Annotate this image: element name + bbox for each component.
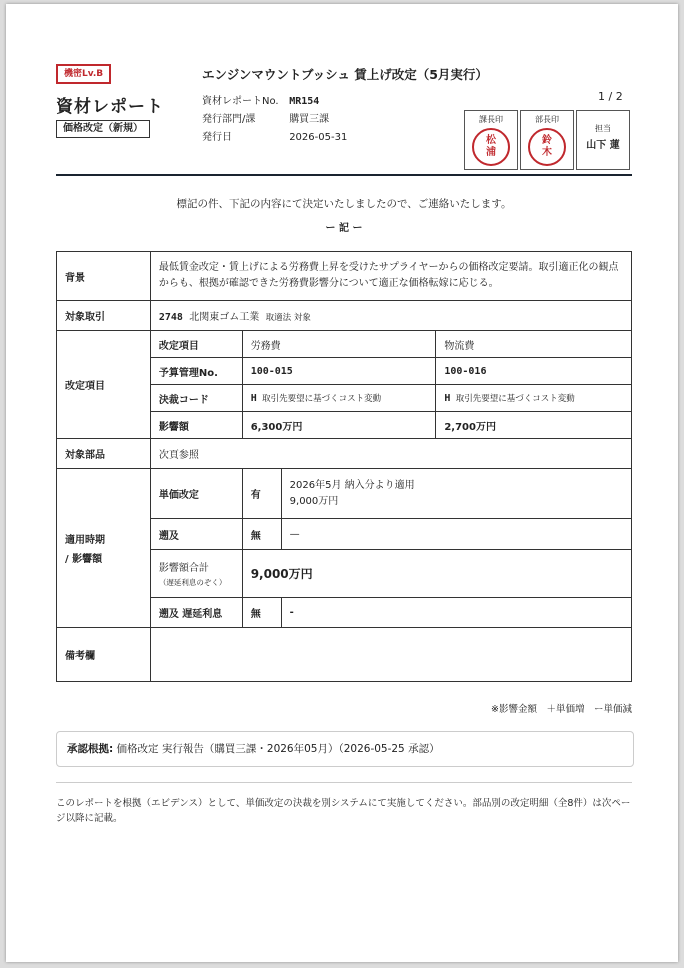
sub-label: 影響額合計 [158, 563, 209, 574]
code-letter: H [250, 393, 257, 404]
sub-label: 改定項目 [150, 331, 242, 358]
remarks-value [150, 628, 631, 682]
meta-label: 発行日 [202, 132, 232, 143]
impact-note: ※影響金額 ＋単価増 ー単価減 [491, 704, 632, 715]
total-label-cell [150, 550, 242, 598]
meta-issue-date [202, 128, 347, 143]
row-header [57, 469, 151, 628]
meta-value: 購買三課 [289, 114, 330, 125]
header-divider [56, 174, 632, 176]
meta-report-no [202, 92, 319, 107]
ki-heading: ー 記 ー [325, 223, 363, 234]
supplier-note: 取適法 対象 [265, 313, 311, 323]
sub-label: 決裁コード [150, 385, 242, 412]
stamp-label: 部長印 [535, 115, 559, 124]
impact-a: 6,300万円 [242, 412, 436, 439]
apply-from: 2026年5月 納入分より適用 [289, 479, 415, 491]
table-row [57, 252, 632, 301]
sub-note: （遅延利息のぞく） [158, 578, 227, 587]
flag-cell: 有 [242, 469, 281, 519]
seal-char: 木 [542, 147, 552, 158]
report-type-badge: 価格改定（新規） [56, 120, 150, 138]
budget-no-a: 100-015 [242, 358, 436, 385]
seal-icon [528, 128, 566, 166]
seal-icon [472, 128, 510, 166]
seal-char: 浦 [486, 147, 496, 158]
total-impact-value: 9,000万円 [242, 550, 631, 598]
stamp-label: 課長印 [479, 115, 503, 124]
seal-char: 松 [486, 135, 496, 146]
timing-label-2: / 影響額 [65, 554, 103, 565]
meta-value: MR154 [289, 96, 320, 107]
approval-basis-box [56, 731, 634, 767]
approval-text: 価格改定 実行報告（購買三課・2026年05月）（2026-05-25 承認） [116, 743, 440, 755]
table-row [57, 628, 632, 682]
report-title: 資材レポート [56, 97, 164, 117]
code-text: 取引先要望に基づくコスト変動 [262, 394, 382, 404]
target-trade-cell [150, 301, 631, 331]
table-row [57, 331, 632, 358]
meta-value: 2026-05-31 [289, 132, 348, 143]
row-header: 対象部品 [57, 439, 151, 469]
unit-price-detail [281, 469, 631, 519]
retro-value: — [281, 519, 631, 550]
approval-code-a [242, 385, 436, 412]
report-subject: エンジンマウントブッシュ 賃上げ改定（5月実行） [202, 67, 488, 82]
retro-interest-value: - [281, 598, 631, 628]
budget-no-b: 100-016 [436, 358, 632, 385]
dept-manager-stamp-box [520, 110, 574, 170]
table-row [57, 301, 632, 331]
footer-text: このレポートを根拠（エビデンス）として、単価改定の決裁を別システムにて実施してください。部品別の改定明細（全8件）は次ページ以降に記載。 [56, 798, 631, 824]
sub-label: 遡及 [150, 519, 242, 550]
approval-label: 承認根拠: [67, 743, 114, 755]
supplier-code: 2748 [158, 312, 183, 323]
seal-char: 鈴 [542, 135, 552, 146]
table-row [57, 439, 632, 469]
page-number: 1 / 2 [598, 90, 623, 103]
timing-label: 適用時期 [65, 535, 105, 546]
approval-code-b [436, 385, 632, 412]
unit-price-amount: 9,000万円 [289, 495, 339, 507]
sub-label: 単価改定 [150, 469, 242, 519]
flag-cell: 無 [242, 519, 281, 550]
person-name: 山下 蓮 [586, 140, 620, 151]
report-page [6, 4, 678, 962]
meta-label: 発行部門/課 [202, 114, 256, 125]
footer-divider [56, 782, 632, 783]
sub-label: 影響額 [150, 412, 242, 439]
revision-table [56, 251, 632, 682]
code-letter: H [444, 393, 451, 404]
revision-item-a: 労務費 [242, 331, 436, 358]
section-chief-stamp-box [464, 110, 518, 170]
row-header: 対象取引 [57, 301, 151, 331]
sub-label: 予算管理No. [150, 358, 242, 385]
stamp-label: 担当 [595, 124, 611, 133]
sub-label: 遡及 遅延利息 [150, 598, 242, 628]
person-in-charge-box [576, 110, 630, 170]
background-text: 最低賃金改定・賃上げによる労務費上昇を受けたサプライヤーからの価格改定要請。取引適正化の観点からも、根拠が確認できた労務費影響分について適正な価格転嫁に応じる。 [150, 252, 631, 301]
supplier-name: 北関東ゴム工業 [189, 312, 260, 323]
row-header: 備考欄 [57, 628, 151, 682]
target-parts-value: 次頁参照 [150, 439, 631, 469]
table-row [57, 469, 632, 519]
impact-b: 2,700万円 [436, 412, 632, 439]
intro-text: 標記の件、下記の内容にて決定いたしましたので、ご連絡いたします。 [176, 198, 512, 210]
confidential-badge: 機密Lv.B [56, 64, 111, 84]
meta-department [202, 110, 329, 125]
flag-cell: 無 [242, 598, 281, 628]
code-text: 取引先要望に基づくコスト変動 [455, 394, 575, 404]
row-header: 背景 [57, 252, 151, 301]
row-header: 改定項目 [57, 331, 151, 439]
revision-item-b: 物流費 [436, 331, 632, 358]
meta-label: 資材レポートNo. [202, 96, 279, 107]
